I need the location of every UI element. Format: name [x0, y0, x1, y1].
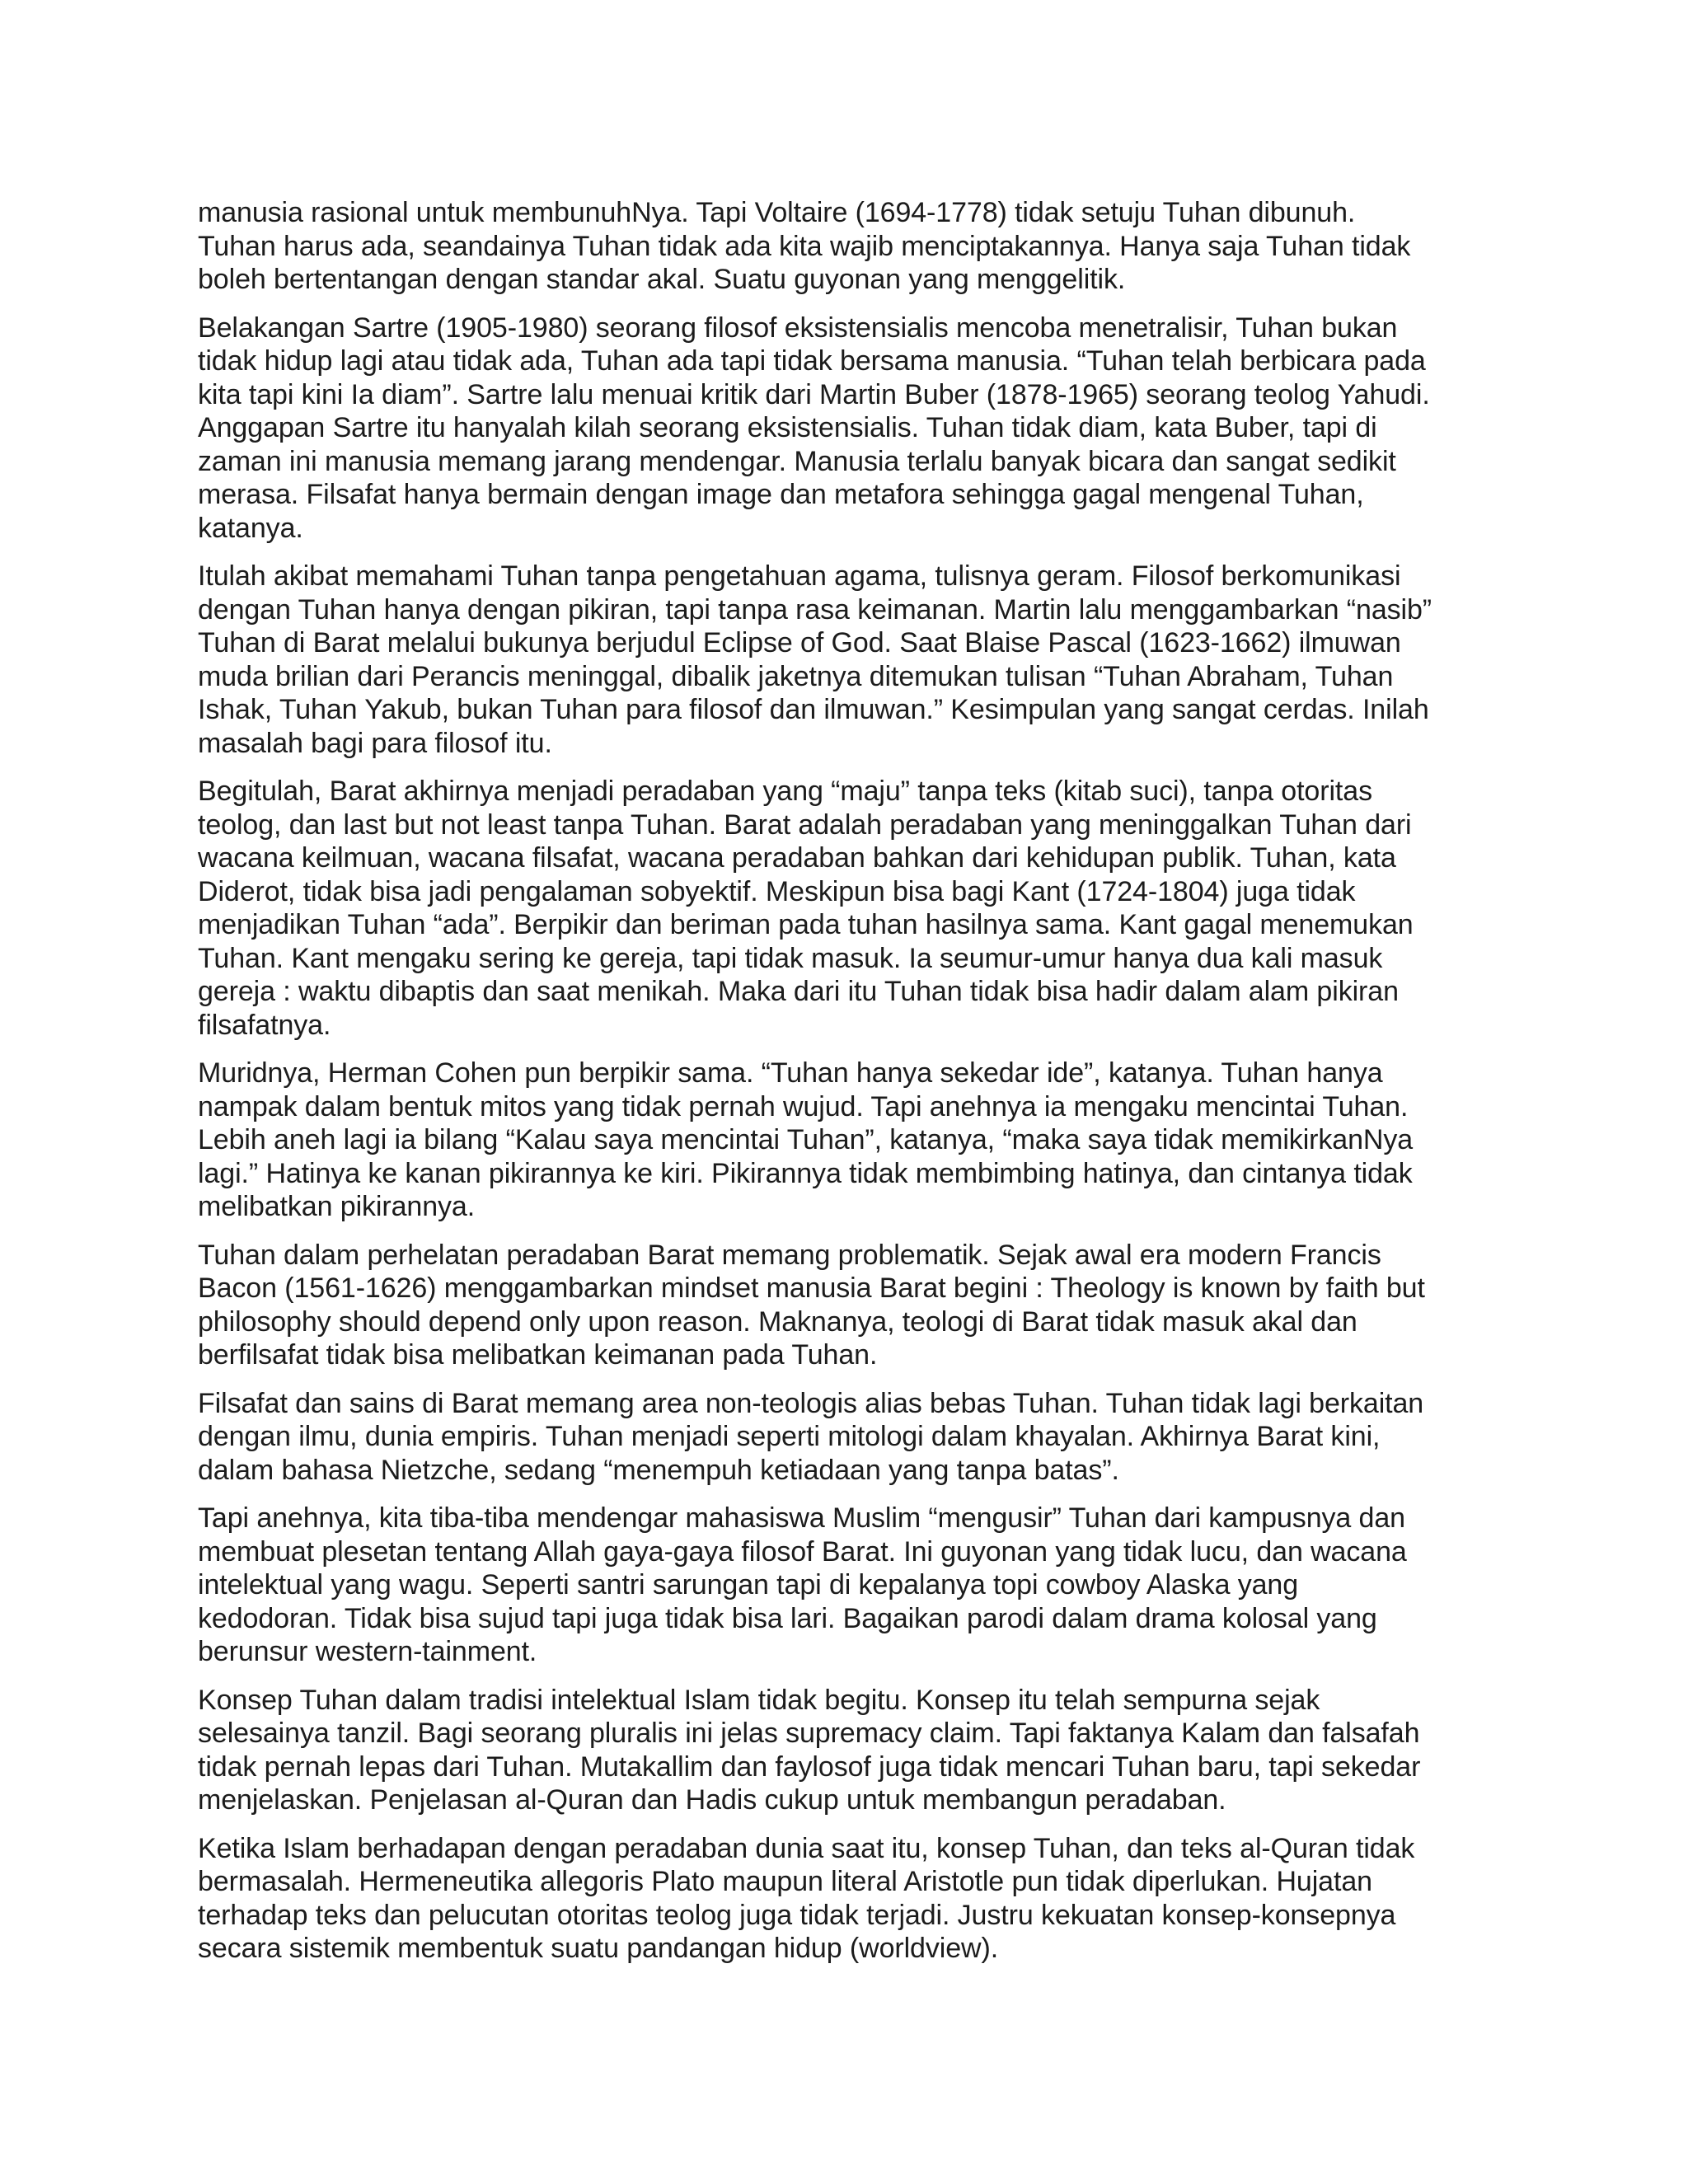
paragraph-5: Muridnya, Herman Cohen pun berpikir sama. “Tuhan hanya sekedar ide”, katanya. Tuhan hanya nampak dalam bentuk mitos yang tidak pernah wujud. Tapi anehnya ia mengaku mencintai Tuhan. Lebih aneh lagi ia bilang “Kalau saya mencintai Tuhan”, katanya, “maka saya tidak memikirkanNya lagi.” Hatinya ke kanan pikirannya ke kiri. Pikirannya tidak membimbing hatinya, dan cintanya tidak melibatkan pikirannya.: [198, 1057, 1414, 1222]
paragraph-8: Tapi anehnya, kita tiba-tiba mendengar mahasiswa Muslim “mengusir” Tuhan dari kampusnya dan membuat plesetan tentang Allah gaya-gaya filosof Barat. Ini guyonan yang tidak lucu, dan wacana intelektual yang wagu. Seperti santri sarungan tapi di kepalanya topi cowboy Alaska yang kedodoran. Tidak bisa sujud tapi juga tidak bisa lari. Bagaikan parodi dalam drama kolosal yang berunsur western-tainment.: [198, 1502, 1407, 1667]
paragraph-4: Begitulah, Barat akhirnya menjadi peradaban yang “maju” tanpa teks (kitab suci), tanpa otoritas teolog, dan last but not least tanpa Tuhan. Barat adalah peradaban yang meninggalkan Tuhan dari wacana keilmuan, wacana filsafat, wacana peradaban bahkan dari kehidupan publik. Tuhan, kata Diderot, tidak bisa jadi pengalaman sobyektif. Meskipun bisa bagi Kant (1724-1804) juga tidak menjadikan Tuhan “ada”. Berpikir dan beriman pada tuhan hasilnya sama. Kant gagal menemukan Tuhan. Kant mengaku sering ke gereja, tapi tidak masuk. Ia seumur-umur hanya dua kali masuk gereja : waktu dibaptis dan saat menikah. Maka dari itu Tuhan tidak bisa hadir dalam alam pikiran filsafatnya.: [198, 776, 1414, 1041]
paragraph-3: Itulah akibat memahami Tuhan tanpa pengetahuan agama, tulisnya geram. Filosof berkomunikasi dengan Tuhan hanya dengan pikiran, tapi tanpa rasa keimanan. Martin lalu menggambarkan “nasib” Tuhan di Barat melalui bukunya berjudul Eclipse of God. Saat Blaise Pascal (1623-1662) ilmuwan muda brilian dari Perancis meninggal, dibalik jaketnya ditemukan tulisan “Tuhan Abraham, Tuhan Ishak, Tuhan Yakub, bukan Tuhan para filosof dan ilmuwan.” Kesimpulan yang sangat cerdas. Inilah masalah bagi para filosof itu.: [198, 560, 1432, 759]
paragraph-9: Konsep Tuhan dalam tradisi intelektual Islam tidak begitu. Konsep itu telah sempurna sejak selesainya tanzil. Bagi seorang pluralis ini jelas supremacy claim. Tapi faktanya Kalam dan falsafah tidak pernah lepas dari Tuhan. Mutakallim dan faylosof juga tidak mencari Tuhan baru, tapi sekedar menjelaskan. Penjelasan al-Quran dan Hadis cukup untuk membangun peradaban.: [198, 1684, 1421, 1816]
paragraph-10: Ketika Islam berhadapan dengan peradaban dunia saat itu, konsep Tuhan, dan teks al-Quran tidak bermasalah. Hermeneutika allegoris Plato maupun literal Aristotle pun tidak diperlukan. Hujatan terhadap teks dan pelucutan otoritas teolog juga tidak terjadi. Justru kekuatan konsep-konsepnya secara sistemik membentuk suatu pandangan hidup (worldview).: [198, 1832, 1415, 1964]
paragraph-2: Belakangan Sartre (1905-1980) seorang filosof eksistensialis mencoba menetralisir, Tuhan bukan tidak hidup lagi atau tidak ada, Tuhan ada tapi tidak bersama manusia. “Tuhan telah berbicara pada kita tapi kini Ia diam”. Sartre lalu menuai kritik dari Martin Buber (1878-1965) seorang teolog Yahudi. Anggapan Sartre itu hanyalah kilah seorang eksistensialis. Tuhan tidak diam, kata Buber, tapi di zaman ini manusia memang jarang mendengar. Manusia terlalu banyak bicara dan sangat sedikit merasa. Filsafat hanya bermain dengan image dan metafora sehingga gagal mengenal Tuhan, katanya.: [198, 312, 1430, 544]
paragraph-1: manusia rasional untuk membunuhNya. Tapi Voltaire (1694-1778) tidak setuju Tuhan dibunuh. Tuhan harus ada, seandainya Tuhan tidak ada kita wajib menciptakannya. Hanya saja Tuhan tidak boleh bertentangan dengan standar akal. Suatu guyonan yang menggelitik.: [198, 197, 1411, 295]
paragraph-6: Tuhan dalam perhelatan peradaban Barat memang problematik. Sejak awal era modern Francis Bacon (1561-1626) menggambarkan mindset manusia Barat begini : Theology is known by faith but philosophy should depend only upon reason. Maknanya, teologi di Barat tidak masuk akal dan berfilsafat tidak bisa melibatkan keimanan pada Tuhan.: [198, 1239, 1425, 1371]
document-body: [198, 196, 1500, 1980]
paragraph-7: Filsafat dan sains di Barat memang area non-teologis alias bebas Tuhan. Tuhan tidak lagi berkaitan dengan ilmu, dunia empiris. Tuhan menjadi seperti mitologi dalam khayalan. Akhirnya Barat kini, dalam bahasa Nietzche, sedang “menempuh ketiadaan yang tanpa batas”.: [198, 1387, 1424, 1486]
